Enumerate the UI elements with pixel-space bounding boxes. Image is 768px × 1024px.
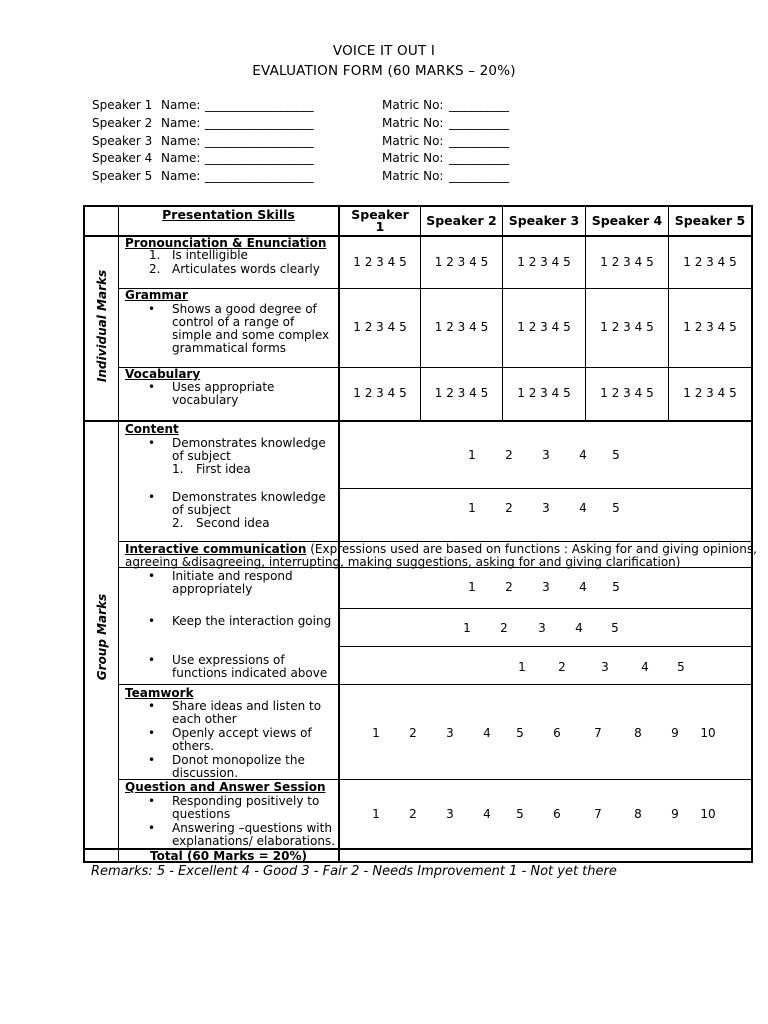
row-divider: [85, 420, 751, 422]
header-speaker-1-num: 1: [375, 219, 385, 234]
score-option[interactable]: 4: [579, 580, 587, 594]
score-option[interactable]: 1: [372, 807, 380, 821]
name-field[interactable]: ____________________: [205, 98, 314, 112]
evaluation-table: [83, 205, 757, 863]
list-item: • Demonstrates knowledge: [172, 437, 326, 450]
name-field[interactable]: ____________________: [205, 116, 314, 130]
score-option[interactable]: 4: [641, 660, 649, 674]
header-speaker-1-word: Speaker: [351, 207, 409, 222]
score-scale[interactable]: 1 2 3 4 5: [517, 320, 571, 334]
matric-label: Matric No:: [382, 151, 444, 165]
interactive-title: Interactive communication: [125, 542, 307, 556]
score-scale[interactable]: 1 2 3 4 5: [353, 386, 407, 400]
score-option[interactable]: 1: [372, 726, 380, 740]
list-item: • Shows a good degree of: [172, 303, 317, 316]
list-item: • Uses appropriate: [172, 381, 274, 394]
score-scale[interactable]: 1 2 3 4 5: [353, 320, 407, 334]
score-scale[interactable]: 1 2 3 4 5: [600, 320, 654, 334]
list-item: • Openly accept views of: [172, 727, 312, 740]
score-scale[interactable]: 1 2 3 4 5: [600, 255, 654, 269]
row-divider: [118, 684, 751, 685]
teamwork-title: Teamwork: [125, 686, 194, 700]
score-option[interactable]: 2: [505, 580, 513, 594]
score-option[interactable]: 5: [677, 660, 685, 674]
matric-field[interactable]: ___________: [449, 169, 509, 183]
list-item: discussion.: [172, 766, 239, 780]
list-item: vocabulary: [172, 393, 239, 407]
score-scale[interactable]: 1 2 3 4 5: [517, 255, 571, 269]
group-marks-label: Group Marks: [95, 593, 109, 681]
score-option[interactable]: 10: [700, 807, 716, 821]
header-speaker-1: [340, 209, 420, 233]
row-divider: [339, 488, 751, 489]
list-item: First idea: [196, 462, 251, 476]
list-item: grammatical forms: [172, 341, 287, 355]
interactive-heading: [125, 542, 757, 556]
list-item: each other: [172, 712, 237, 726]
matric-label: Matric No:: [382, 98, 444, 112]
score-scale[interactable]: 1 2 3 4 5: [600, 386, 654, 400]
score-option[interactable]: 2: [505, 448, 513, 462]
score-scale[interactable]: 1 2 3 4 5: [683, 320, 737, 334]
row-divider: [339, 646, 751, 647]
score-option[interactable]: 1: [468, 580, 476, 594]
list-item: [149, 249, 160, 262]
score-option[interactable]: 3: [601, 660, 609, 674]
matric-field[interactable]: ___________: [449, 116, 509, 130]
row-divider: [118, 367, 751, 368]
list-item: • Initiate and respond: [172, 570, 293, 583]
score-option[interactable]: 3: [542, 448, 550, 462]
header-speaker-4: Speaker 4: [591, 213, 663, 228]
score-option[interactable]: 1: [463, 621, 471, 635]
matric-field[interactable]: ___________: [449, 151, 509, 165]
header-presentation-skills: Presentation Skills: [162, 207, 295, 222]
matric-label: Matric No:: [382, 169, 444, 183]
item-number: 1.: [149, 248, 161, 262]
column-divider: [338, 207, 340, 861]
list-item: Articulates words clearly: [172, 262, 320, 276]
pronunciation-title: Pronounciation & Enunciation: [125, 236, 327, 250]
score-scale[interactable]: 1 2 3 4 5: [434, 320, 489, 334]
score-option[interactable]: 9: [671, 726, 679, 740]
grammar-title: Grammar: [125, 288, 188, 302]
score-scale[interactable]: 1 2 3 4 5: [683, 386, 737, 400]
list-item: functions indicated above: [172, 666, 328, 680]
score-option[interactable]: 3: [542, 580, 550, 594]
score-option[interactable]: 7: [594, 807, 602, 821]
score-option[interactable]: 4: [579, 501, 587, 515]
list-item: others.: [172, 739, 215, 753]
list-item: • Keep the interaction going: [172, 615, 331, 628]
score-option[interactable]: 2: [409, 726, 417, 740]
list-item: • Demonstrates knowledge: [172, 491, 326, 504]
score-option[interactable]: 7: [594, 726, 602, 740]
score-option[interactable]: 2: [409, 807, 417, 821]
score-scale[interactable]: 1 2 3 4 5: [517, 386, 571, 400]
speaker-label: Speaker 1: [92, 98, 153, 112]
matric-label: Matric No:: [382, 116, 444, 130]
list-item: • Share ideas and listen to: [172, 700, 321, 713]
list-item: Second idea: [196, 516, 270, 530]
score-option[interactable]: 6: [553, 807, 561, 821]
score-option[interactable]: 5: [516, 726, 524, 740]
name-field[interactable]: ____________________: [205, 151, 314, 165]
item-number: 2.: [149, 262, 161, 276]
interactive-desc-2: agreeing &disagreeing, interrupting, making suggestions, asking for and giving clarification): [125, 555, 681, 569]
list-item-number: 1.: [172, 462, 184, 476]
score-option[interactable]: 3: [446, 726, 454, 740]
list-item: simple and some complex: [172, 328, 330, 342]
form-title: VOICE IT OUT I: [332, 43, 436, 59]
speaker-label: Speaker 5: [92, 169, 153, 183]
score-option[interactable]: 3: [542, 501, 550, 515]
score-option[interactable]: 10: [700, 726, 716, 740]
list-item: • Answering –questions with: [172, 822, 332, 835]
header-speaker-5: Speaker 5: [674, 213, 746, 228]
score-option[interactable]: 6: [553, 726, 561, 740]
score-option[interactable]: 1: [468, 448, 476, 462]
speaker-label: Speaker 3: [92, 134, 153, 148]
list-item: • Responding positively to: [172, 795, 319, 808]
score-option[interactable]: 2: [500, 621, 508, 635]
list-item: Is intelligible: [172, 248, 248, 262]
form-subtitle: EVALUATION FORM (60 MARKS – 20%): [252, 63, 516, 79]
row-divider: [339, 608, 751, 609]
score-option[interactable]: 5: [612, 580, 620, 594]
score-scale[interactable]: 1 2 3 4 5: [683, 255, 737, 269]
score-option[interactable]: 2: [505, 501, 513, 515]
list-item: explanations/ elaborations.: [172, 834, 336, 848]
score-option[interactable]: 1: [518, 660, 526, 674]
list-item: questions: [172, 807, 231, 821]
list-item: of subject: [172, 503, 231, 517]
name-field[interactable]: ____________________: [205, 134, 314, 148]
matric-field[interactable]: ___________: [449, 98, 509, 112]
score-option[interactable]: 4: [575, 621, 583, 635]
column-divider: [118, 207, 119, 861]
list-item: [149, 263, 160, 276]
list-item: control of a range of: [172, 315, 295, 329]
name-label: Name:: [161, 169, 201, 183]
matric-field[interactable]: ___________: [449, 134, 509, 148]
score-option[interactable]: 3: [446, 807, 454, 821]
score-option[interactable]: 8: [634, 726, 642, 740]
score-option[interactable]: 9: [671, 807, 679, 821]
content-title: Content: [125, 422, 179, 436]
header-speaker-2: Speaker 2: [426, 213, 497, 228]
vocabulary-title: Vocabulary: [125, 367, 201, 381]
name-label: Name:: [161, 116, 201, 130]
score-option[interactable]: 1: [468, 501, 476, 515]
score-option[interactable]: 8: [634, 807, 642, 821]
list-item: • Donot monopolize the: [172, 754, 305, 767]
list-item: appropriately: [172, 582, 253, 596]
score-scale[interactable]: 1 2 3 4 5: [434, 386, 489, 400]
score-option[interactable]: 5: [516, 807, 524, 821]
score-option[interactable]: 3: [538, 621, 546, 635]
qa-title: Question and Answer Session: [125, 780, 326, 794]
interactive-desc: (Expressions used are based on functions : Asking for and giving opinions,: [306, 542, 757, 556]
remarks-legend: Remarks: 5 - Excellent 4 - Good 3 - Fair 2 - Needs Improvement 1 - Not yet there: [91, 864, 617, 879]
score-option[interactable]: 5: [612, 501, 620, 515]
score-option[interactable]: 5: [612, 448, 620, 462]
speaker-label: Speaker 4: [92, 151, 153, 165]
name-field[interactable]: ____________________: [205, 169, 314, 183]
score-scale[interactable]: 1 2 3 4 5: [353, 255, 407, 269]
list-item-number: 2.: [172, 516, 184, 530]
score-scale[interactable]: 1 2 3 4 5: [434, 255, 489, 269]
score-option[interactable]: 2: [558, 660, 566, 674]
row-divider: [118, 288, 751, 289]
name-label: Name:: [161, 151, 201, 165]
list-item: of subject: [172, 449, 231, 463]
individual-marks-label: Individual Marks: [95, 269, 109, 383]
header-speaker-3: Speaker 3: [508, 213, 580, 228]
total-label: Total (60 Marks = 20%): [149, 849, 308, 863]
score-option[interactable]: 4: [483, 726, 491, 740]
score-option[interactable]: 5: [611, 621, 619, 635]
name-label: Name:: [161, 98, 201, 112]
matric-label: Matric No:: [382, 134, 444, 148]
list-item: • Use expressions of: [172, 654, 285, 667]
score-option[interactable]: 4: [483, 807, 491, 821]
speaker-label: Speaker 2: [92, 116, 153, 130]
name-label: Name:: [161, 134, 201, 148]
score-option[interactable]: 4: [579, 448, 587, 462]
